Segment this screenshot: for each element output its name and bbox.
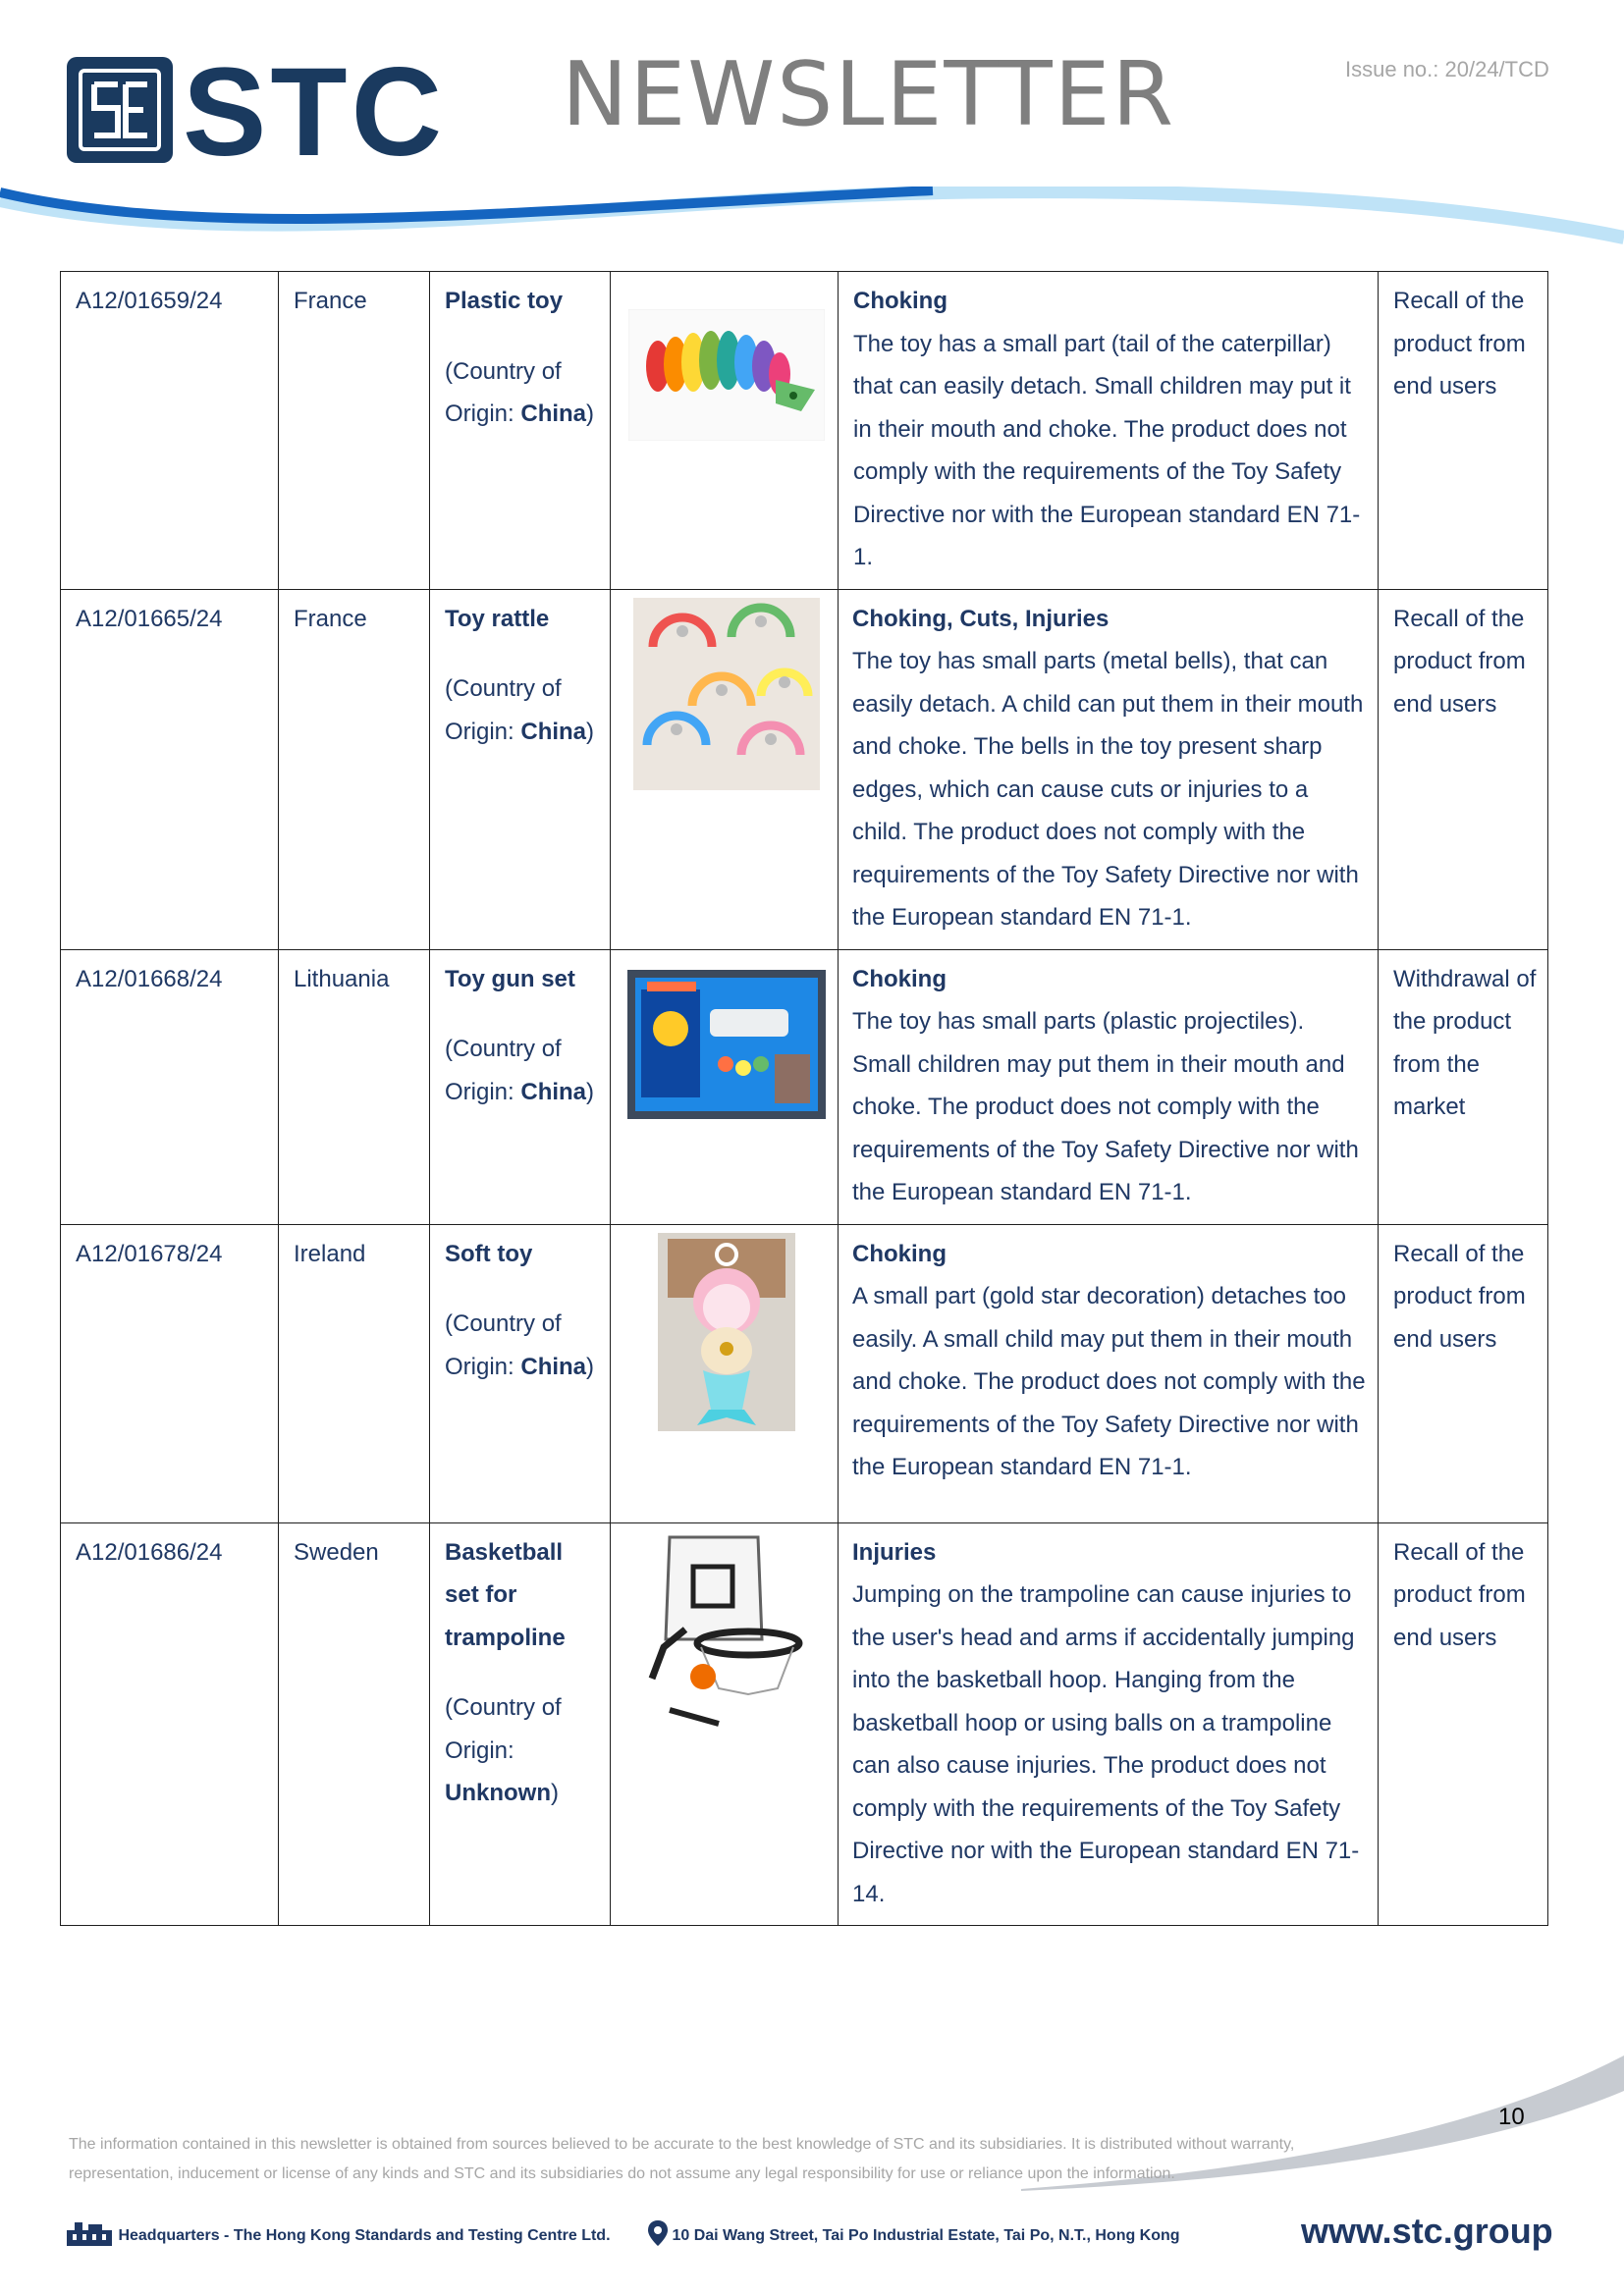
country-of-origin: (Country of Origin: China) — [445, 1036, 595, 1105]
table-row — [61, 589, 1548, 949]
hazard-title: Injuries — [852, 1538, 937, 1566]
toy-gun-box-image — [627, 970, 826, 1119]
hazard-description: A small part (gold star decoration) detaches too easily. A small child may put them in their mouth and choke. The product does not comply with the requirements of the Toy Safety Directive nor with the European standard EN 71-1. — [852, 1283, 1366, 1480]
stc-logo — [67, 57, 460, 170]
hazard-cell — [839, 1224, 1379, 1522]
product-cell — [430, 1522, 611, 1926]
product-name: Basketball set for trampoline — [445, 1538, 566, 1651]
image-cell — [611, 272, 839, 590]
image-cell — [611, 1522, 839, 1926]
product-cell — [430, 589, 611, 949]
table-row — [61, 1224, 1548, 1522]
page-number: 10 — [1498, 2104, 1525, 2130]
measure-cell: Recall of the product from end users — [1379, 272, 1548, 590]
image-cell — [611, 949, 839, 1224]
country-of-origin: (Country of Origin: China) — [445, 1310, 595, 1380]
reference-cell: A12/01665/24 — [61, 589, 279, 949]
hazard-title: Choking — [853, 288, 947, 314]
product-name: Soft toy — [445, 1240, 533, 1267]
hazard-cell — [839, 1522, 1379, 1926]
product-name: Toy gun set — [445, 965, 575, 992]
reference-cell: A12/01686/24 — [61, 1522, 279, 1926]
hazard-description: The toy has a small part (tail of the caterpillar) that can easily detach. Small children may put it in their mouth and choke. The product does not comply with the requirements of the Toy Safety Directive nor with the European standard EN 71-1. — [853, 330, 1361, 570]
measure-cell: Withdrawal of the product from the market — [1379, 949, 1548, 1224]
country-cell: Sweden — [279, 1522, 430, 1926]
product-cell — [430, 1224, 611, 1522]
website-link[interactable]: www.stc.group — [1301, 2211, 1553, 2251]
building-icon — [65, 2220, 114, 2251]
product-name: Plastic toy — [445, 288, 564, 314]
headquarters-line — [65, 2220, 611, 2251]
country-of-origin: (Country of Origin: China) — [445, 675, 595, 745]
product-name: Toy rattle — [445, 605, 550, 632]
header-swoosh — [0, 187, 1624, 255]
product-cell — [430, 949, 611, 1224]
hazard-cell — [839, 272, 1379, 590]
disclaimer-text: The information contained in this newsletter is obtained from sources believed to be accurate to the best knowledge of STC and its subsidiaries. It is distributed without warranty, representation, inducement or license of any kinds and STC and its subsidiaries do not assume any legal responsibility for use or reliance upon the information. — [69, 2136, 1295, 2182]
reference-cell: A12/01678/24 — [61, 1224, 279, 1522]
recall-table — [60, 271, 1548, 1926]
table-row — [61, 272, 1548, 590]
hazard-cell — [839, 949, 1379, 1224]
hazard-description: Jumping on the trampoline can cause injuries to the user's head and arms if accidentally jumping into the basketball hoop. Hanging from the basketball hoop or using balls on a trampoline can also cause injuries. The product does not comply with the requirements of the Toy Safety Directive nor with the European standard EN 71-14. — [852, 1581, 1360, 1907]
hazard-description: The toy has small parts (metal bells), that can easily detach. A child can put them in their mouth and choke. The bells in the toy present sharp edges, which can cause cuts or injuries to a child. The product does not comply with the requirements of the Toy Safety Directive nor with the European standard EN 71-1. — [852, 648, 1364, 931]
toy-rattle-image — [633, 598, 820, 790]
hazard-title: Choking, Cuts, Injuries — [852, 605, 1110, 632]
country-cell: France — [279, 589, 430, 949]
issue-number: Issue no.: 20/24/TCD — [1345, 57, 1549, 81]
hazard-title: Choking — [852, 965, 947, 992]
country-of-origin: (Country of Origin: Unknown) — [445, 1694, 562, 1806]
country-of-origin: (Country of Origin: China) — [445, 357, 595, 427]
newsletter-title: NEWSLETTER — [562, 43, 1176, 146]
image-cell — [611, 589, 839, 949]
headquarters-text: Headquarters - The Hong Kong Standards and Testing Centre Ltd. — [118, 2226, 611, 2244]
table-row — [61, 949, 1548, 1224]
reference-cell: A12/01668/24 — [61, 949, 279, 1224]
country-cell: Lithuania — [279, 949, 430, 1224]
country-cell: France — [279, 272, 430, 590]
table-row — [61, 1522, 1548, 1926]
svg-text:STC: STC — [183, 57, 446, 165]
address-text: 10 Dai Wang Street, Tai Po Industrial Estate, Tai Po, N.T., Hong Kong — [672, 2226, 1180, 2244]
basketball-hoop-image — [640, 1531, 813, 1737]
country-cell: Ireland — [279, 1224, 430, 1522]
reference-cell: A12/01659/24 — [61, 272, 279, 590]
address-line — [648, 2220, 1180, 2251]
image-cell — [611, 1224, 839, 1522]
measure-cell: Recall of the product from end users — [1379, 1522, 1548, 1926]
measure-cell: Recall of the product from end users — [1379, 1224, 1548, 1522]
hazard-cell — [839, 589, 1379, 949]
soft-toy-mermaid-image — [658, 1233, 795, 1431]
measure-cell: Recall of the product from end users — [1379, 589, 1548, 949]
hazard-title: Choking — [852, 1240, 947, 1267]
caterpillar-toy-image — [628, 309, 825, 441]
location-pin-icon — [648, 2220, 668, 2251]
hazard-description: The toy has small parts (plastic projectiles). Small children may put them in their mouth and choke. The product does not comply with the requirements of the Toy Safety Directive nor with the European standard EN 71-1. — [852, 1008, 1359, 1205]
product-cell — [430, 272, 611, 590]
